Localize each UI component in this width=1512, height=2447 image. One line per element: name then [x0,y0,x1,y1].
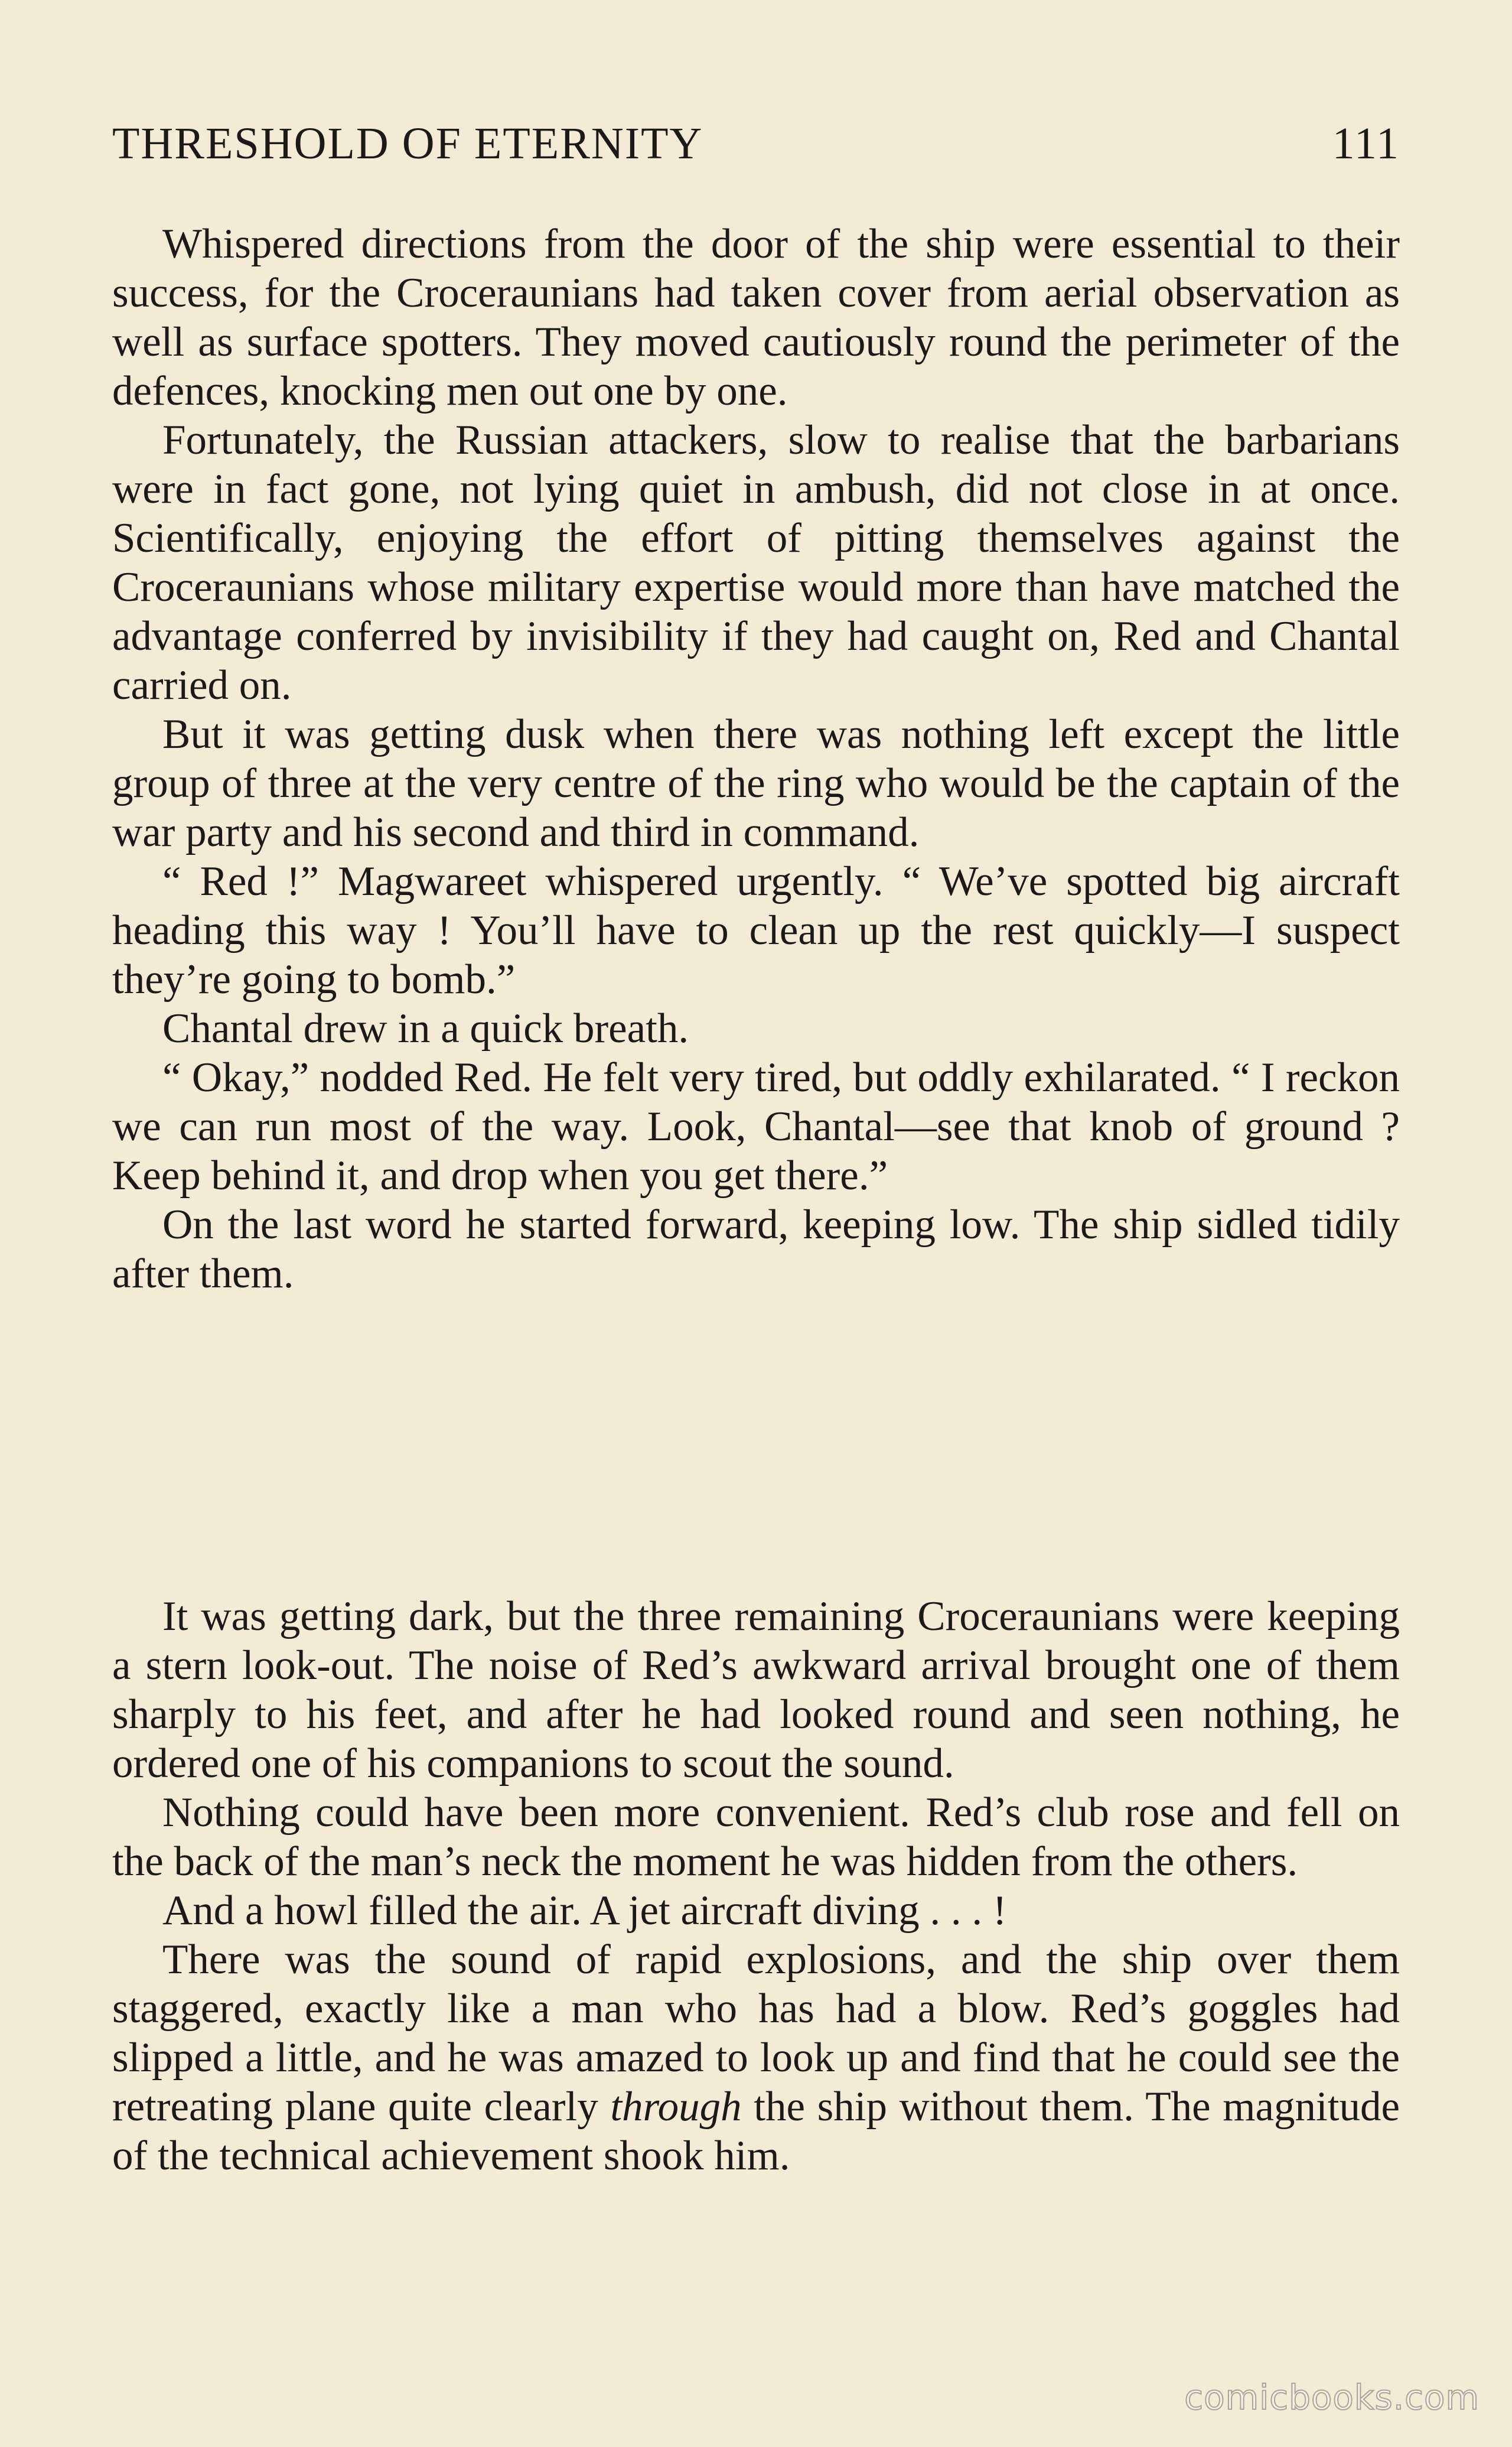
paragraph: Nothing could have been more convenient. Red’s club rose and fell on the back of the man’s neck the moment he was hidden from the others. [112,1789,1400,1885]
emphasized-word: through [610,2084,742,2130]
running-title: THRESHOLD OF ETERNITY [112,119,703,168]
page-number: 111 [1332,119,1400,168]
paragraph-text-after: the ship without them. The magnitude of the technical achievement shook him. [112,2084,1400,2179]
paragraph: Fortunately, the Russian attackers, slow to realise that the barbarians were in fact gone, not lying quiet in ambush, did not close in at once. Scientifically, enjoying the effort of pitting themselves against the Croceraunians whose military expertise would more than have matched the advantage conferred by invisibility if they had caught on, Red and Chantal carried on. [112,417,1400,708]
text-section-2 [112,1592,1400,2181]
paragraph: And a howl filled the air. A jet aircraft diving . . . ! [162,1888,1007,1934]
paragraph: It was getting dark, but the three remaining Croceraunians were keeping a stern look-out. The noise of Red’s awkward arrival brought one of them sharply to his feet, and after he had looked round and seen nothing, he ordered one of his companions to scout the sound. [112,1593,1400,1787]
running-head [112,118,1400,171]
paragraph: On the last word he started forward, keeping low. The ship sidled tidily after them. [112,1202,1400,1297]
paragraph-with-emphasis [112,1935,1400,2181]
paragraph-text-before: There was the sound of rapid explosions, and the ship over them staggered, exactly like a man who has had a blow. Red’s goggles had slipped a little, and he was amazed to look up and find that he could see the retreating plane quite clearly [112,1937,1400,2130]
paragraph: “ Red !” Magwareet whispered urgently. “ We’ve spotted big aircraft heading this way ! You’ll have to clean up the rest quickly—I suspect they’re going to bomb.” [112,858,1400,1003]
paragraph: But it was getting dusk when there was nothing left except the little group of three at the very centre of the ring who would be the captain of the war party and his second and third in command. [112,711,1400,855]
paragraph: Chantal drew in a quick breath. [162,1006,689,1052]
text-section-1 [112,220,1400,1299]
paragraph: “ Okay,” nodded Red. He felt very tired, but oddly exhilarated. “ I reckon we can run most of the way. Look, Chantal—see that knob of ground ? Keep behind it, and drop when you get there.” [112,1055,1400,1199]
watermark: comicbooks.com [1184,2377,1480,2417]
paragraph: Whispered directions from the door of the ship were essential to their success, for the Croceraunians had taken cover from aerial observation as well as surface spotters. They moved cautiously round the perimeter of the defences, knocking men out one by one. [112,221,1400,414]
